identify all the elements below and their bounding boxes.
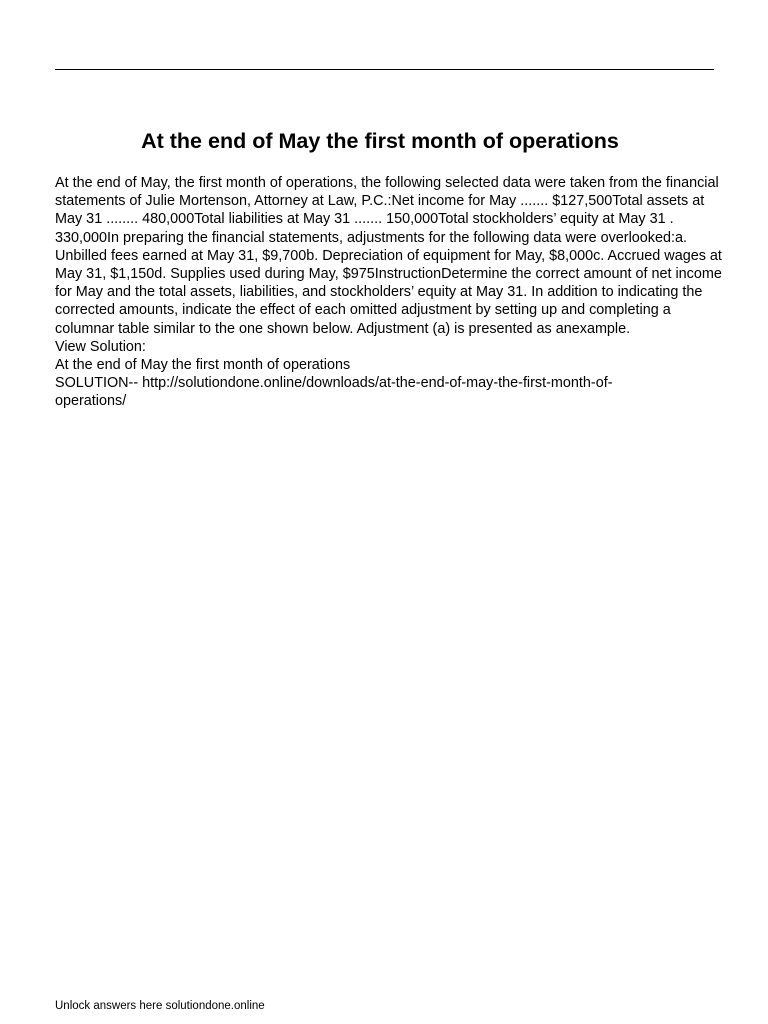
document-body (55, 174, 725, 411)
top-divider (55, 69, 714, 70)
footer-note: Unlock answers here solutiondone.online (55, 1000, 265, 1012)
view-solution-label: View Solution: (55, 338, 146, 355)
solution-line (55, 374, 725, 410)
solution-title: At the end of May the first month of operations (55, 357, 351, 374)
question-text: At the end of May, the first month of operations, the following selected data were taken from the financial statements of Julie Mortenson, Attorney at Law, P.C.:Net income for May ....... $127,500Total assets at May 31 ........ 480,000Total liabilities at May 31 ....... 150,000Total stockholders’ equity at May 31 . 330,000In preparing the financial statements, adjustments for the following data were overlooked:a. Unbilled fees earned at May 31, $9,700b. Depreciation of equipment for May, $8,000c. Accrued wages at May 31, $1,150d. Supplies used during May, $975InstructionDetermine the correct amount of net income for May and the total assets, liabilities, and stockholders’ equity at May 31. In addition to indicating the corrected amounts, indicate the effect of each omitted adjustment by setting up and completing a columnar table similar to the one shown below. Adjustment (a) is presented as anexample. (55, 175, 722, 337)
solution-prefix: SOLUTION-- (55, 375, 143, 392)
document-title: At the end of May the first month of operations (141, 129, 619, 153)
solution-url-part-1: http://solutiondone.online/downloads/at-the-end-of-may-the-first-month-of- (142, 375, 613, 392)
solution-url-part-2: operations/ (55, 393, 127, 410)
